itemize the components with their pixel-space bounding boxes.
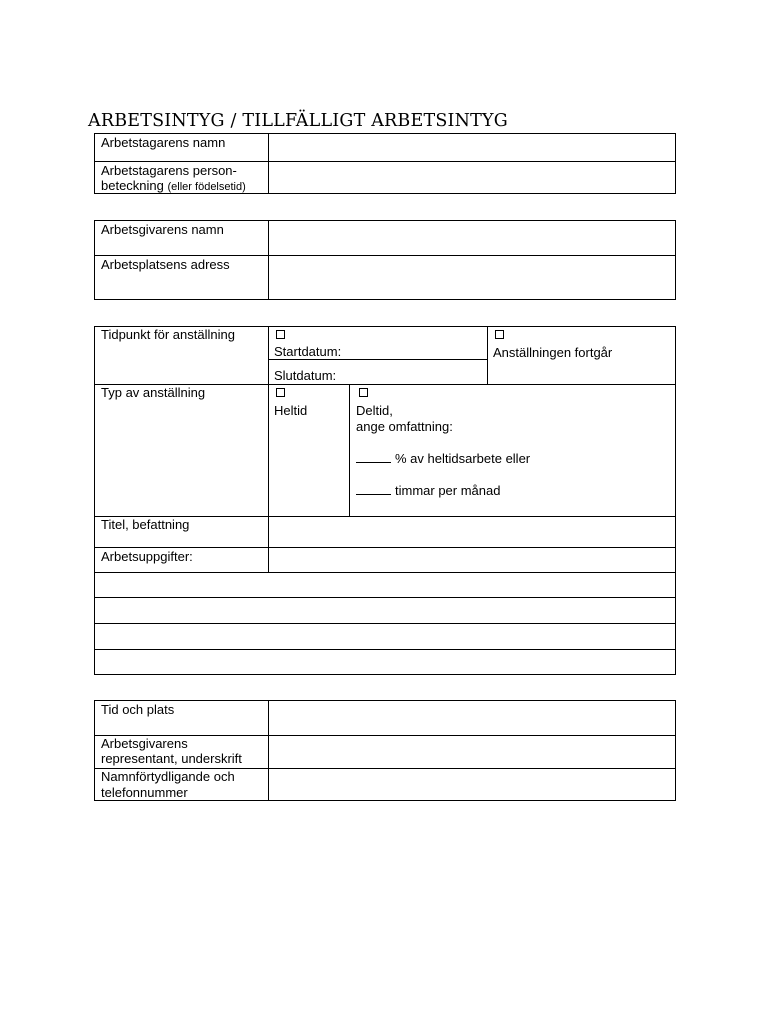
employment-time-label: Tidpunkt för anställning [101,327,235,342]
employee-id-label-line2 [101,178,246,195]
employer-name-label: Arbetsgivarens namn [101,222,224,237]
start-date-label: Startdatum: [274,344,342,359]
fulltime-checkbox[interactable] [276,388,285,397]
employer-table [94,220,676,300]
employment-table [94,326,676,675]
employee-id-label-line1: Arbetstagarens person- [101,163,237,178]
employment-type-label: Typ av anställning [101,385,206,400]
employee-name-label: Arbetstagarens namn [101,135,226,150]
fulltime-label: Heltid [274,403,308,418]
hours-blank[interactable] [356,483,391,495]
start-date-checkbox[interactable] [276,330,285,339]
employee-name-field[interactable] [269,134,675,161]
column-divider [487,327,488,384]
clarification-label-line1: Namnförtydligande och [101,769,235,784]
hours-label: timmar per månad [395,483,501,498]
column-divider [349,384,350,516]
clarification-field[interactable] [269,769,675,800]
tasks-line-2[interactable] [95,598,675,623]
document-title: ARBETSINTYG / TILLFÄLLIGT ARBETSINTYG [88,111,508,131]
representant-label-line1: Arbetsgivarens [101,736,188,751]
ongoing-label: Anställningen fortgår [493,345,613,360]
time-place-field[interactable] [269,701,675,735]
parttime-checkbox[interactable] [359,388,368,397]
workplace-address-label: Arbetsplatsens adress [101,257,230,272]
tasks-line-4[interactable] [95,650,675,674]
hours-line [356,483,500,499]
end-date-label: Slutdatum: [274,368,337,383]
employee-id-field[interactable] [269,162,675,193]
percent-blank[interactable] [356,451,391,463]
workplace-address-field[interactable] [269,256,675,299]
signature-table [94,700,676,801]
time-place-label: Tid och plats [101,702,175,717]
tasks-line-3[interactable] [95,624,675,649]
employee-id-label-note: (eller födelsetid) [167,181,246,193]
clarification-label-line2: telefonnummer [101,785,188,800]
tasks-label: Arbetsuppgifter: [101,549,193,564]
tasks-line-1[interactable] [95,573,675,597]
tasks-field[interactable] [269,548,675,572]
signature-field[interactable] [269,736,675,768]
employer-name-field[interactable] [269,221,675,255]
job-title-field[interactable] [269,517,675,547]
employee-table [94,133,676,194]
parttime-scope-label: ange omfattning: [356,419,453,434]
job-title-label: Titel, befattning [101,517,190,532]
parttime-label: Deltid, [356,403,393,418]
representant-label-line2: representant, underskrift [101,751,242,766]
percent-line [356,451,530,467]
ongoing-checkbox[interactable] [495,330,504,339]
employee-id-label-main: beteckning [101,178,164,193]
percent-label: % av heltidsarbete eller [395,451,531,466]
